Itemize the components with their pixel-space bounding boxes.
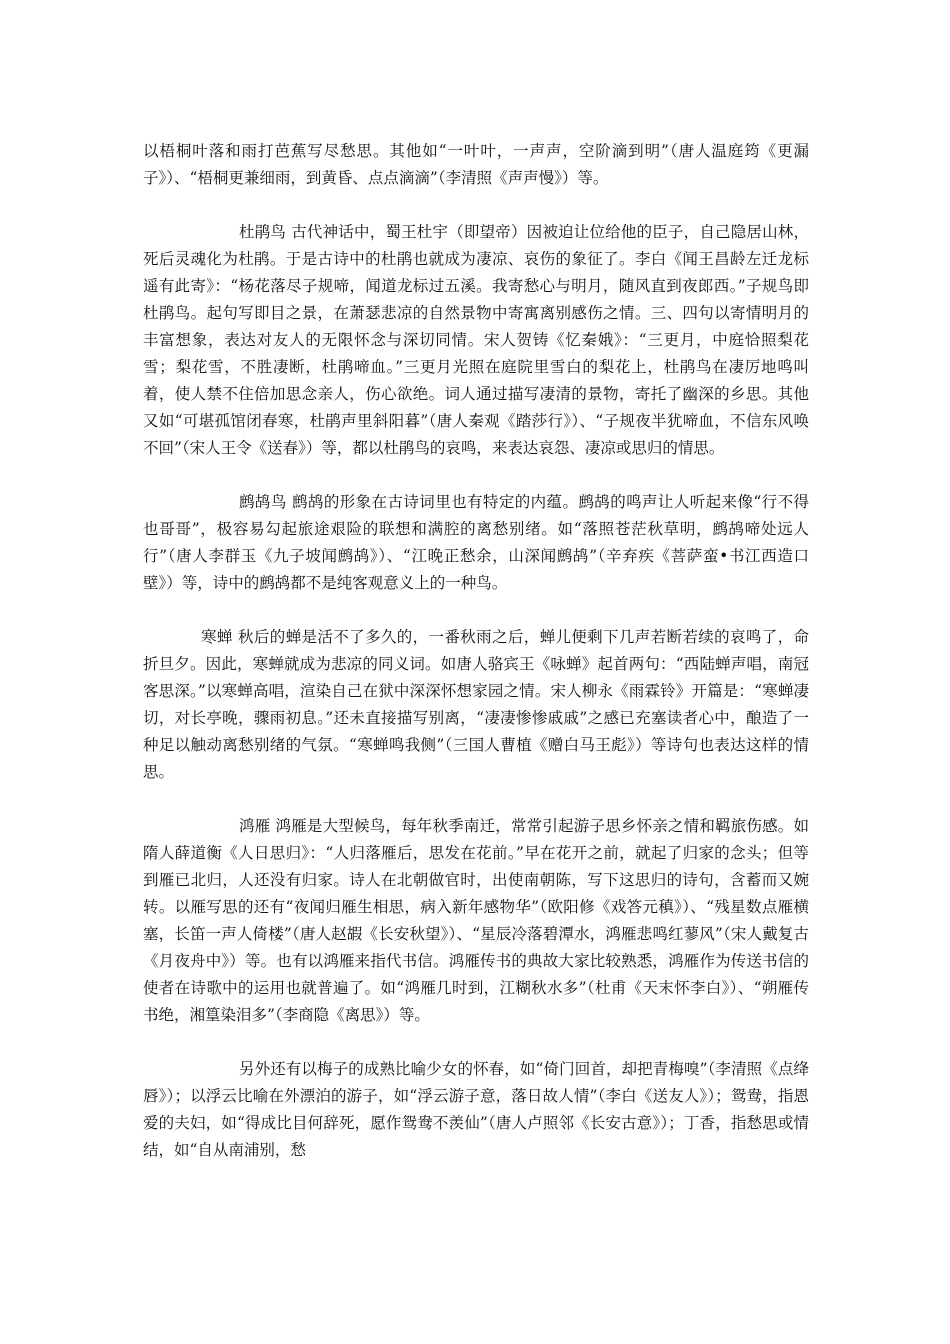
paragraph-others: 另外还有以梅子的成熟比喻少女的怀春，如“倚门回首，却把青梅嗅”（李清照《点绛唇》）；以浮云比喻在外漂泊的游子，如“浮云游子意，落日故人情”（李白《送友人》）；鸳鸯，指恩爱的夫妇，如“得成比目何辞死，愿作鸳鸯不羡仙”（唐人卢照邻《长安古意》）；丁香，指愁思或情结，如“自从南浦别，愁 [143, 1060, 809, 1159]
paragraph-zhegu: 鹧鸪鸟 鹧鸪的形象在古诗词里也有特定的内蕴。鹧鸪的鸣声让人听起来像“行不得也哥哥”，极容易勾起旅途艰险的联想和满腔的离愁别绪。如“落照苍茫秋草明，鹧鸪啼处远人行”（唐人李群玉《九子坡闻鹧鸪》）、“江晚正愁余，山深闻鹧鸪”（辛弃疾《菩萨蛮•书江西造口壁》）等，诗中的鹧鸪都不是纯客观意义上的一种鸟。 [143, 493, 809, 592]
paragraph-dujuan: 杜鹃鸟 古代神话中，蜀王杜宇（即望帝）因被迫让位给他的臣子，自己隐居山林，死后灵魂化为杜鹃。于是古诗中的杜鹃也就成为凄凉、哀伤的象征了。李白《闻王昌龄左迁龙标遥有此寄》：“杨花落尽子规啼，闻道龙标过五溪。我寄愁心与明月，随风直到夜郎西。”子规鸟即杜鹃鸟。起句写即目之景，在萧瑟悲凉的自然景物中寄寓离别感伤之情。三、四句以寄情明月的丰富想象，表达对友人的无限怀念与深切同情。宋人贺铸《忆秦娥》：“三更月，中庭恰照梨花雪；梨花雪，不胜凄断，杜鹃啼血。”三更月光照在庭院里雪白的梨花上，杜鹃鸟在凄厉地鸣叫着，使人禁不住倍加思念亲人，伤心欲绝。词人通过描写凄清的景物，寄托了幽深的乡思。其他又如“可堪孤馆闭春寒，杜鹃声里斜阳暮”（唐人秦观《踏莎行》）、“子规夜半犹啼血，不信东风唤不回”（宋人王令《送春》）等，都以杜鹃鸟的哀鸣，来表达哀怨、凄凉或思归的情思。 [143, 223, 809, 457]
paragraph-wutong: 以梧桐叶落和雨打芭蕉写尽愁思。其他如“一叶叶，一声声，空阶滴到明”（唐人温庭筠《更漏子》）、“梧桐更兼细雨，到黄昏、点点滴滴”（李清照《声声慢》）等。 [143, 142, 809, 187]
paragraph-hongyan: 鸿雁 鸿雁是大型候鸟，每年秋季南迁，常常引起游子思乡怀亲之情和羁旅伤感。如隋人薛道衡《人日思归》：“人归落雁后，思发在花前。”早在花开之前，就起了归家的念头；但等到雁已北归，人还没有归家。诗人在北朝做官时，出使南朝陈，写下这思归的诗句，含蓄而又婉转。以雁写思的还有“夜闻归雁生相思，病入新年感物华”（欧阳修《戏答元稹》）、“残星数点雁横塞，长笛一声人倚楼”（唐人赵嘏《长安秋望》）、“星辰冷落碧潭水，鸿雁悲鸣红蓼风”（宋人戴复古《月夜舟中》）等。也有以鸿雁来指代书信。鸿雁传书的典故大家比较熟悉，鸿雁作为传送书信的使者在诗歌中的运用也就普遍了。如“鸿雁几时到，江糊秋水多”（杜甫《天末怀李白》）、“朔雁传书绝，湘篁染泪多”（李商隐《离思》）等。 [143, 817, 809, 1024]
paragraph-hanchan: 寒蝉 秋后的蝉是活不了多久的，一番秋雨之后，蝉儿便剩下几声若断若续的哀鸣了，命折旦夕。因此，寒蝉就成为悲凉的同义词。如唐人骆宾王《咏蝉》起首两句：“西陆蝉声唱，南冠客思深。”以寒蝉高唱，渲染自己在狱中深深怀想家园之情。宋人柳永《雨霖铃》开篇是：“寒蝉凄切，对长亭晚，骤雨初息。”还未直接描写别离，“凄凄惨惨戚戚”之感已充塞读者心中，酿造了一种足以触动离愁别绪的气氛。“寒蝉鸣我侧”（三国人曹植《赠白马王彪》）等诗句也表达这样的情思。 [143, 628, 809, 781]
document-page [143, 138, 809, 1191]
